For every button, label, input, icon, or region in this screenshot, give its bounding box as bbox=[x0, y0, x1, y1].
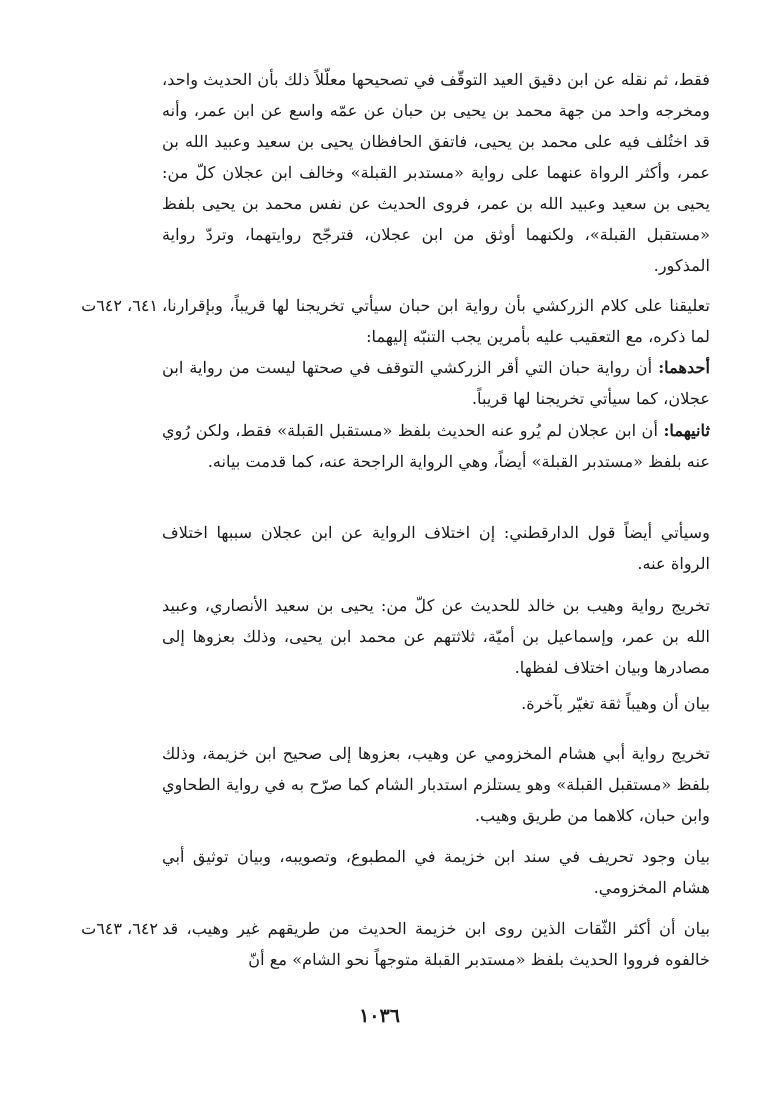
paragraph-text: بيان أن وهيباً ثقة تغيّر بآخرة. bbox=[521, 694, 710, 713]
paragraph-text: بيان أن أكثر الثّقات الذين روى ابن خزيمة الحديث من طريقهم غير وهيب، قد خالفوه فرووا الحديث بلفظ «مستدبر القبلة متوجهاً نحو الشام» مع أنّ bbox=[162, 919, 710, 969]
paragraph-ibn-daqiq bbox=[162, 64, 710, 281]
paragraph-wuhayb-trustworthy bbox=[162, 688, 710, 719]
paragraph-wuhayb-takhrij bbox=[162, 590, 710, 683]
margin-reference-1: ٦٤١، ٦٤٢ت bbox=[81, 296, 158, 315]
paragraph-text: وسيأتي أيضاً قول الدارقطني: إن اختلاف الرواية عن ابن عجلان سببها اختلاف الرواة عنه. bbox=[162, 523, 710, 573]
margin-reference-2: ٦٤٢، ٦٤٣ت bbox=[81, 919, 158, 938]
paragraph-text: تعليقنا على كلام الزركشي بأن رواية ابن حبان سيأتي تخريجنا لها قريباً، وبإقرارنا، لما ذكره، مع التعقيب عليه بأمرين يجب التنبّه إليهما: bbox=[162, 296, 710, 346]
paragraph-second-point bbox=[162, 415, 710, 477]
first-point-label: أحدهما: bbox=[658, 358, 710, 377]
paragraph-text: أن رواية حبان التي أقر الزركشي التوقف في صحتها ليست من رواية ابن عجلان، كما سيأتي تخريجنا لها قريباً. bbox=[162, 358, 710, 408]
second-point-label: ثانيهما: bbox=[663, 421, 710, 440]
paragraph-text: بيان وجود تحريف في سند ابن خزيمة في المطبوع، وتصويبه، وبيان توثيق أبي هشام المخزومي. bbox=[162, 847, 710, 897]
paragraph-abu-hisham-takhrij bbox=[162, 738, 710, 831]
paragraph-ibn-khuzayma-tahrif bbox=[162, 841, 710, 903]
paragraph-first-point bbox=[162, 352, 710, 414]
paragraph-text: فقط، ثم نقله عن ابن دقيق العيد التوقّف في تصحيحها معلّلاً ذلك بأن الحديث واحد، ومخرجه واحد من جهة محمد بن يحيى بن حبان عن عمّه واسع عن ابن عمر، وأنه قد اختُلف فيه على محمد بن يحيى، فاتفق الحافظان يحيى بن سعيد وعبيد الله بن عمر، وأكثر الرواة عنهما على رواية «مستدبر القبلة» وخالف ابن عجلان كلّ من: يحيى بن سعيد وعبيد الله بن عمر، فروى الحديث عن نفس محمد بن يحيى بلفظ «مستقبل القبلة»، ولكنهما أوثق من ابن عجلان، فترجّح روايتهما، وتردّ رواية المذكور. bbox=[162, 70, 710, 275]
paragraph-zarkashi-comment bbox=[162, 290, 710, 352]
paragraph-daraqutni bbox=[162, 517, 710, 579]
paragraph-text: تخريج رواية أبي هشام المخزومي عن وهيب، بعزوها إلى صحيح ابن خزيمة، وذلك بلفظ «مستقبل القبلة» وهو يستلزم استدبار الشام كما صرّح به في رواية الطحاوي وابن حبان، كلاهما من طريق وهيب. bbox=[162, 744, 710, 825]
page-number: ١٠٣٦ bbox=[359, 1005, 400, 1027]
paragraph-text: تخريج رواية وهيب بن خالد للحديث عن كلّ من: يحيى بن سعيد الأنصاري، وعبيد الله بن عمر، وإسماعيل بن أميّة، ثلاثتهم عن محمد ابن يحيى، وذلك بعزوها إلى مصادرها وبيان اختلاف لفظها. bbox=[162, 596, 710, 677]
paragraph-thiqat-khalafuhu bbox=[162, 913, 710, 975]
paragraph-text: أن ابن عجلان لم يُرو عنه الحديث بلفظ «مستقبل القبلة» فقط، ولكن رُوي عنه بلفظ «مستدبر القبلة» أيضاً، وهي الرواية الراجحة عنه، كما قدمت بيانه. bbox=[162, 421, 710, 471]
